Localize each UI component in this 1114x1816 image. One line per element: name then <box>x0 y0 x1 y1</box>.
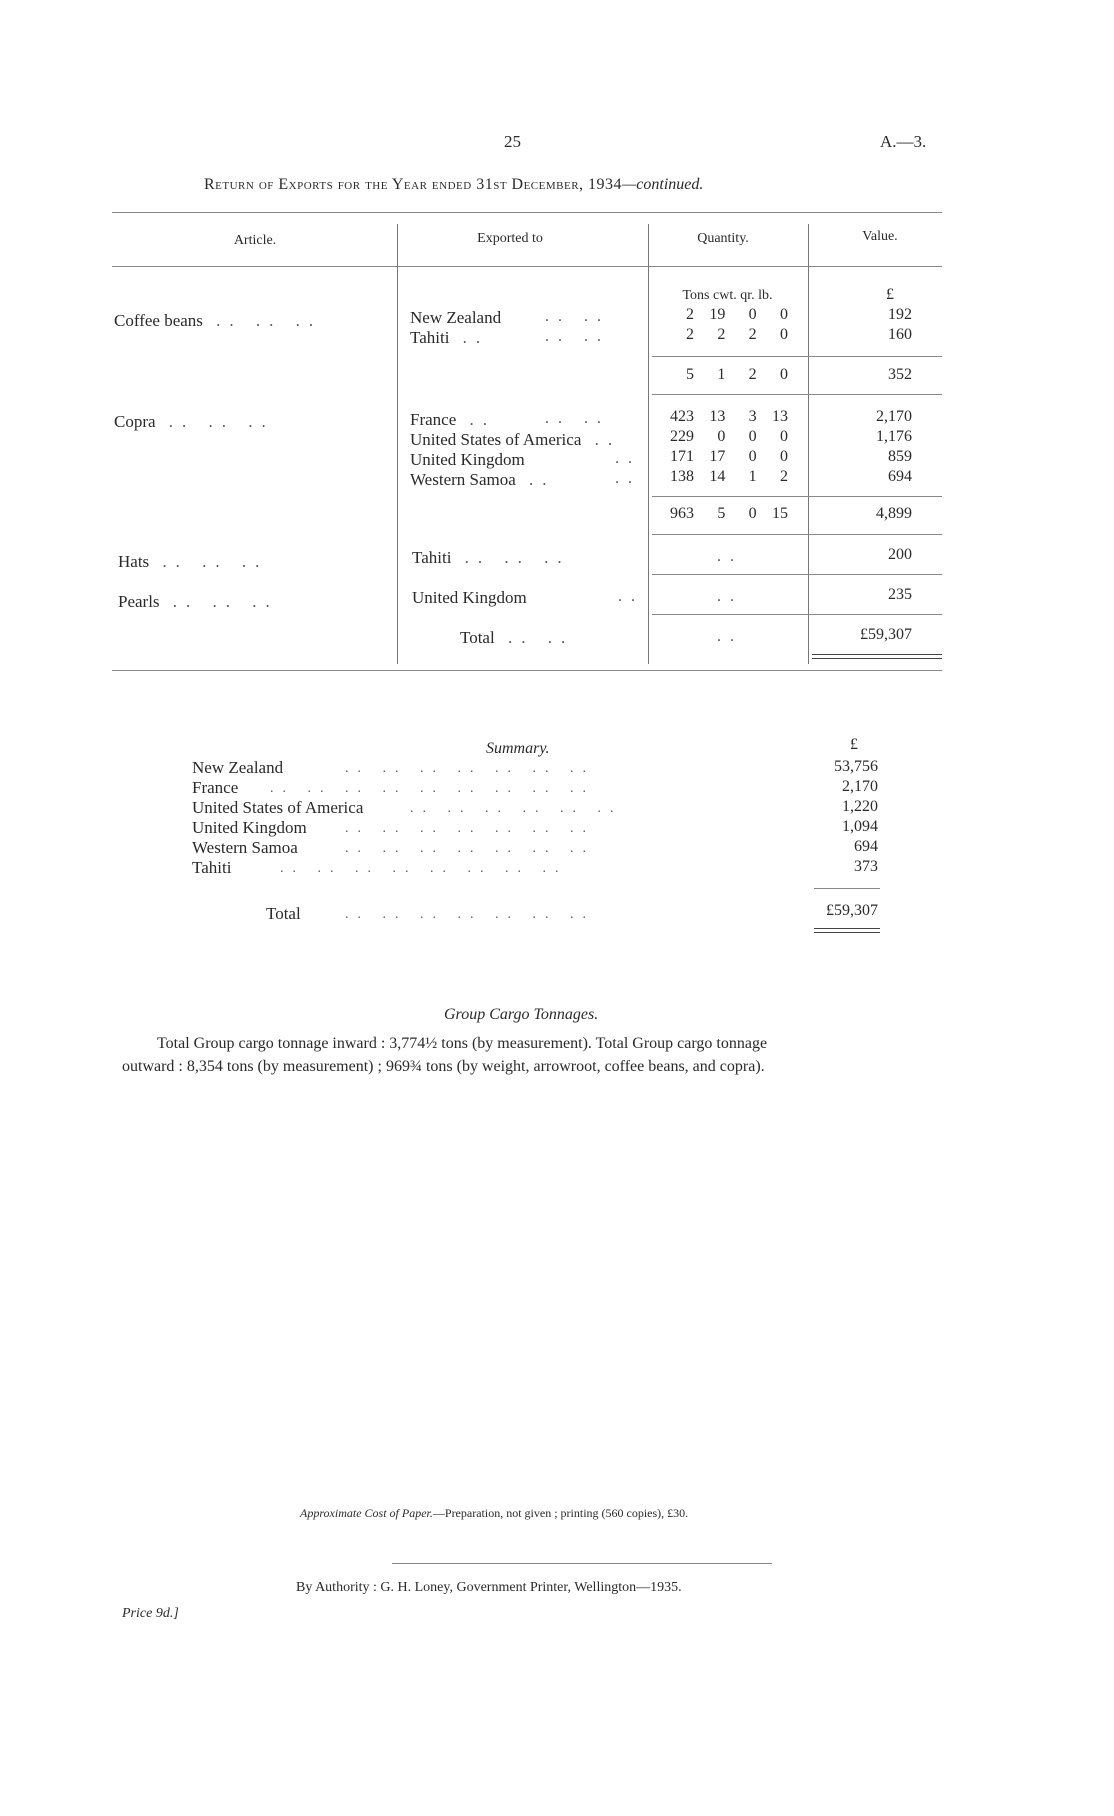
subtotal-value: 4,899 <box>876 505 912 522</box>
row-value: 160 <box>888 326 912 343</box>
value-unit: £ <box>886 286 894 303</box>
summary-double-rule <box>814 928 880 929</box>
leader-dots: .. <box>618 588 644 605</box>
article-coffee-beans: Coffee beans .. .. .. <box>114 311 323 330</box>
destination: New Zealand <box>410 308 502 327</box>
table-row: Tahiti .. <box>410 328 490 347</box>
cargo-title: Group Cargo Tonnages. <box>444 1006 599 1023</box>
table-row <box>410 450 525 470</box>
leader-dots: .. .. <box>545 410 610 427</box>
row-quantity: 171 17 0 0 <box>670 448 788 465</box>
row-quantity: 138 14 1 2 <box>670 468 788 485</box>
destination: Tahiti <box>412 548 452 567</box>
row-quantity: 2 2 2 0 <box>686 326 788 343</box>
col-divider-2 <box>648 224 649 664</box>
row-quantity: 229 0 0 0 <box>670 428 788 445</box>
summary-value: 373 <box>854 858 878 875</box>
row-value: 694 <box>888 468 912 485</box>
table-bottom-rule <box>112 670 942 671</box>
table-title-main: Return of Exports for the Year ended 31st December, 1934 <box>204 176 623 193</box>
summary-row <box>192 818 307 838</box>
col-header-quantity: Quantity. <box>697 231 749 246</box>
summary-value: 2,170 <box>842 778 878 795</box>
leader-dots: .. <box>615 470 641 487</box>
table-top-rule <box>112 212 942 213</box>
summary-country: Tahiti <box>192 858 232 877</box>
summary-value: 1,220 <box>842 798 878 815</box>
destination: United States of America <box>410 430 582 449</box>
page-number: 25 <box>504 132 521 151</box>
article-hats: Hats .. .. .. <box>118 552 269 571</box>
row-quantity: .. <box>717 588 743 605</box>
destination: France <box>410 410 457 429</box>
cargo-line-1: Total Group cargo tonnage inward : 3,774½ tons (by measurement). Total Group cargo tonnage <box>157 1035 768 1052</box>
total-label: Total <box>460 628 495 647</box>
row-quantity: 2 19 0 0 <box>686 306 788 323</box>
row-value: 2,170 <box>876 408 912 425</box>
footer-rule <box>392 1563 772 1564</box>
destination: United Kingdom <box>410 450 525 469</box>
summary-row <box>192 778 238 798</box>
summary-country: United States of America <box>192 798 364 817</box>
header-rule <box>112 266 942 267</box>
subtotal-quantity: 5 1 2 0 <box>686 366 788 383</box>
summary-title: Summary. <box>486 740 550 757</box>
row-value: 1,176 <box>876 428 912 445</box>
summary-value: 694 <box>854 838 878 855</box>
destination: United Kingdom <box>412 588 527 607</box>
col-divider-3 <box>808 224 809 664</box>
total-value: £59,307 <box>860 626 912 643</box>
row-value: 200 <box>888 546 912 563</box>
summary-total-value: £59,307 <box>826 902 878 919</box>
subtotal-value: 352 <box>888 366 912 383</box>
subtotal-rule <box>652 534 942 535</box>
summary-row <box>192 858 231 878</box>
table-title <box>204 176 703 194</box>
row-quantity: 423 13 3 13 <box>670 408 788 425</box>
subtotal-rule <box>652 496 942 497</box>
article-pearls: Pearls .. .. .. <box>118 592 279 611</box>
total-quantity: .. <box>717 628 743 645</box>
summary-country: New Zealand <box>192 758 284 777</box>
col-header-article: Article. <box>233 233 277 248</box>
table-row <box>412 588 527 608</box>
row-rule <box>652 614 942 615</box>
leader-dots: .. <box>615 450 641 467</box>
destination: Tahiti <box>410 328 450 347</box>
cost-label: Approximate Cost of Paper. <box>300 1506 433 1520</box>
summary-row <box>192 798 363 818</box>
table-row: France .. <box>410 410 497 429</box>
total-double-rule <box>812 658 942 659</box>
leader-dots: .. .. .. .. .. .. .. .. .. <box>270 781 595 796</box>
col-header-value: Value. <box>862 229 898 244</box>
article-copra: Copra .. .. .. <box>114 412 275 431</box>
summary-unit: £ <box>850 736 858 753</box>
row-rule <box>652 574 942 575</box>
row-quantity: .. <box>717 548 743 565</box>
table-row: United States of America .. <box>410 430 622 449</box>
table-title-suffix: —continued. <box>622 176 704 193</box>
table-total-row: Total .. .. <box>460 628 575 647</box>
destination: Western Samoa <box>410 470 516 489</box>
summary-country: Western Samoa <box>192 838 298 857</box>
summary-value: 1,094 <box>842 818 878 835</box>
row-value: 192 <box>888 306 912 323</box>
col-header-exported-to: Exported to <box>477 231 543 246</box>
quantity-units: Tons cwt. qr. lb. <box>682 288 773 303</box>
table-row: Tahiti .. .. .. <box>412 548 571 567</box>
leader-dots: .. .. .. .. .. .. .. <box>345 821 595 836</box>
paper-reference: A.—3. <box>880 132 927 151</box>
table-row <box>410 308 501 328</box>
summary-double-rule <box>814 932 880 933</box>
leader-dots: .. .. .. .. .. .. <box>410 801 623 816</box>
subtotal-rule <box>652 394 942 395</box>
table-row: Western Samoa .. <box>410 470 556 489</box>
row-value: 859 <box>888 448 912 465</box>
leader-dots: .. .. <box>545 308 610 325</box>
leader-dots: .. .. .. .. .. .. .. <box>345 761 595 776</box>
leader-dots: .. .. .. .. .. .. .. <box>345 841 595 856</box>
leader-dots: .. .. <box>545 328 610 345</box>
subtotal-quantity: 963 5 0 15 <box>670 505 788 522</box>
leader-dots: .. .. .. .. .. .. .. <box>345 907 595 922</box>
leader-dots: .. .. .. .. .. .. .. .. <box>280 861 568 876</box>
price-note: Price 9d.] <box>122 1606 179 1621</box>
summary-row <box>192 758 283 778</box>
summary-total-label: Total <box>266 904 301 923</box>
summary-country: United Kingdom <box>192 818 307 837</box>
cost-note <box>300 1506 688 1521</box>
cost-text: —Preparation, not given ; printing (560 copies), £30. <box>432 1506 689 1520</box>
authority-line: By Authority : G. H. Loney, Government Printer, Wellington—1935. <box>296 1580 682 1595</box>
summary-row <box>192 838 298 858</box>
col-divider-1 <box>397 224 398 664</box>
row-value: 235 <box>888 586 912 603</box>
summary-total-rule <box>814 888 880 889</box>
summary-value: 53,756 <box>834 758 878 775</box>
summary-country: France <box>192 778 239 797</box>
cargo-line-2: outward : 8,354 tons (by measurement) ; 969¾ tons (by weight, arrowroot, coffee beans, and copra). <box>122 1058 765 1075</box>
subtotal-rule <box>652 356 942 357</box>
total-double-rule <box>812 654 942 655</box>
